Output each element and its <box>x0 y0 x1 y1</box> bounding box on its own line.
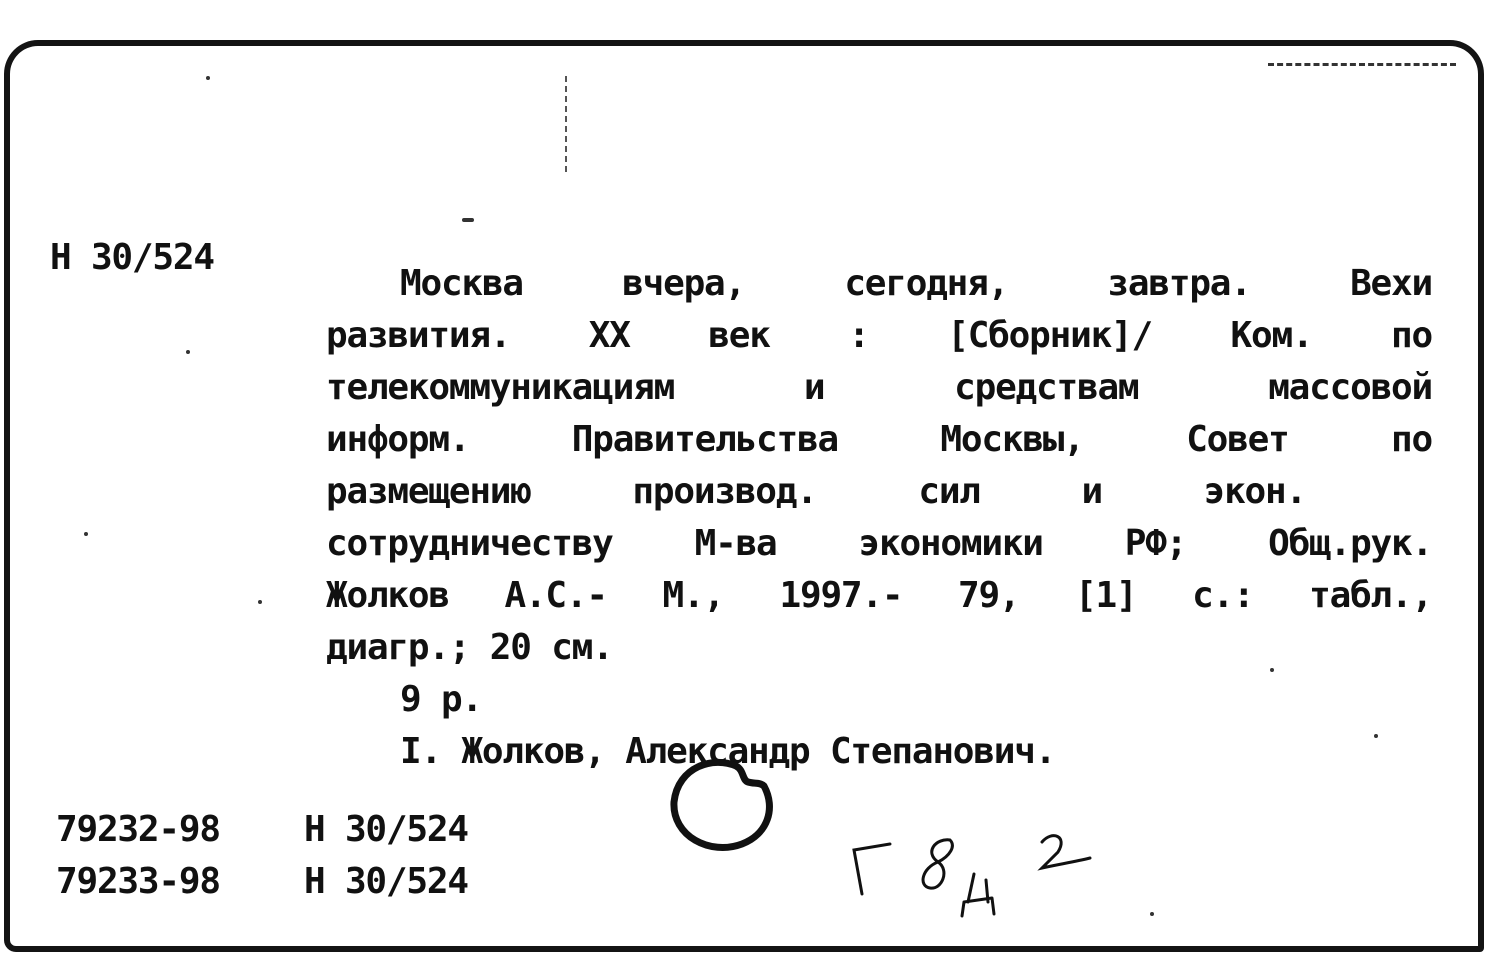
word: сил <box>918 471 980 512</box>
word: телекоммуникациям <box>326 367 675 408</box>
word: [1] <box>1075 575 1137 616</box>
word: массовой <box>1268 367 1432 408</box>
physical-description: диагр.; 20 см. <box>326 627 613 668</box>
price: 9 р. <box>400 679 482 720</box>
title-line <box>326 258 1432 310</box>
word: XX <box>588 315 630 356</box>
word: Ком. <box>1230 315 1313 356</box>
word: экон. <box>1203 471 1306 512</box>
word: 1997.- <box>779 575 903 616</box>
word: век <box>708 315 770 356</box>
speck <box>206 76 210 80</box>
word: размещению <box>326 471 531 512</box>
handwritten-note <box>846 828 1106 938</box>
tracing: I. Жолков, Александр Степанович. <box>400 731 1056 772</box>
title-line <box>326 518 1432 570</box>
dashed-mark <box>1268 63 1456 66</box>
title-line <box>326 466 1306 518</box>
word: информ. <box>326 419 470 460</box>
title-line <box>326 310 1432 362</box>
bibliographic-description <box>326 258 1432 778</box>
title-line <box>326 570 1432 622</box>
word: Москвы, <box>940 419 1084 460</box>
speck <box>186 350 190 354</box>
word: табл., <box>1309 575 1432 616</box>
word: 79, <box>957 575 1020 616</box>
word: [Сборник]/ <box>947 315 1152 356</box>
word: Москва <box>400 263 523 304</box>
word: по <box>1390 315 1432 356</box>
shelf-mark: Н 30/524 <box>304 809 468 850</box>
word: Общ.рук. <box>1268 523 1432 564</box>
word: и <box>1081 471 1102 512</box>
speck <box>84 532 88 536</box>
word: А.С.- <box>504 575 607 616</box>
title-line <box>326 362 1432 414</box>
word: и <box>803 367 825 408</box>
word: с.: <box>1192 575 1254 616</box>
word: Жолков <box>326 575 449 616</box>
word: сотрудничеству <box>326 523 613 564</box>
title-line <box>326 414 1432 466</box>
speck <box>462 218 474 222</box>
word: сегодня, <box>844 263 1009 304</box>
word: М-ва <box>694 523 777 564</box>
word: развития. <box>326 315 511 356</box>
word: производ. <box>632 471 817 512</box>
shelf-mark: Н 30/524 <box>304 861 468 902</box>
word: по <box>1391 419 1432 460</box>
speck <box>258 600 262 604</box>
word: М., <box>662 575 724 616</box>
circle-stamp-mark <box>664 752 784 862</box>
word: Совет <box>1186 419 1289 460</box>
accession-number: 79233-98 <box>56 861 220 902</box>
vertical-dash-mark <box>565 76 567 172</box>
word: средствам <box>954 367 1139 408</box>
word: Вехи <box>1350 263 1432 304</box>
accession-number: 79232-98 <box>56 809 220 850</box>
word: вчера, <box>622 263 745 304</box>
call-number: Н 30/524 <box>50 237 214 278</box>
word: РФ; <box>1124 523 1187 564</box>
speck <box>1150 912 1154 916</box>
word: экономики <box>858 523 1043 564</box>
word: : <box>848 315 869 356</box>
word: Правительства <box>571 419 838 460</box>
word: завтра. <box>1107 263 1251 304</box>
